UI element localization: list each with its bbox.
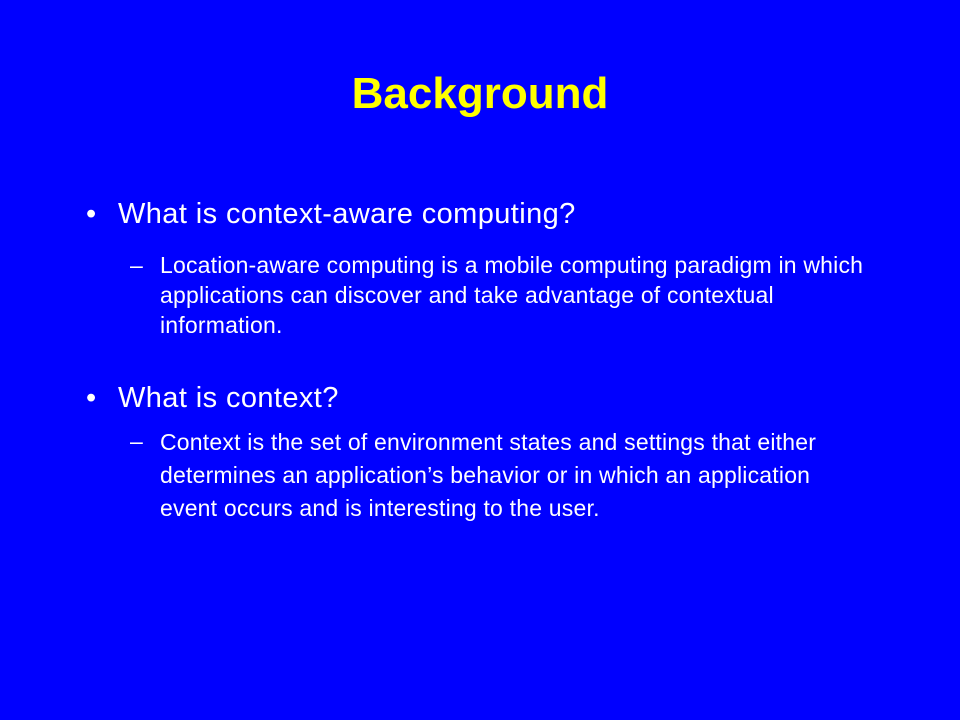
slide-title: Background xyxy=(351,69,609,118)
bullet-marker: • xyxy=(86,198,97,230)
bullet-marker: • xyxy=(86,382,97,414)
bullet-text-context-aware-computing: What is context-aware computing? xyxy=(118,198,576,230)
sub-bullet-marker: – xyxy=(130,252,143,278)
sub-bullet-marker: – xyxy=(130,428,143,454)
sub-bullet-text-location-aware: Location-aware computing is a mobile computing paradigm in which applications can discover and take advantage of contextual information. xyxy=(160,252,864,338)
bullet-text-what-is-context: What is context? xyxy=(118,382,339,414)
sub-bullet-text-context-definition: Context is the set of environment states and settings that either determines an application’s behavior or in which an application event occurs and is interesting to the user. xyxy=(160,429,817,521)
